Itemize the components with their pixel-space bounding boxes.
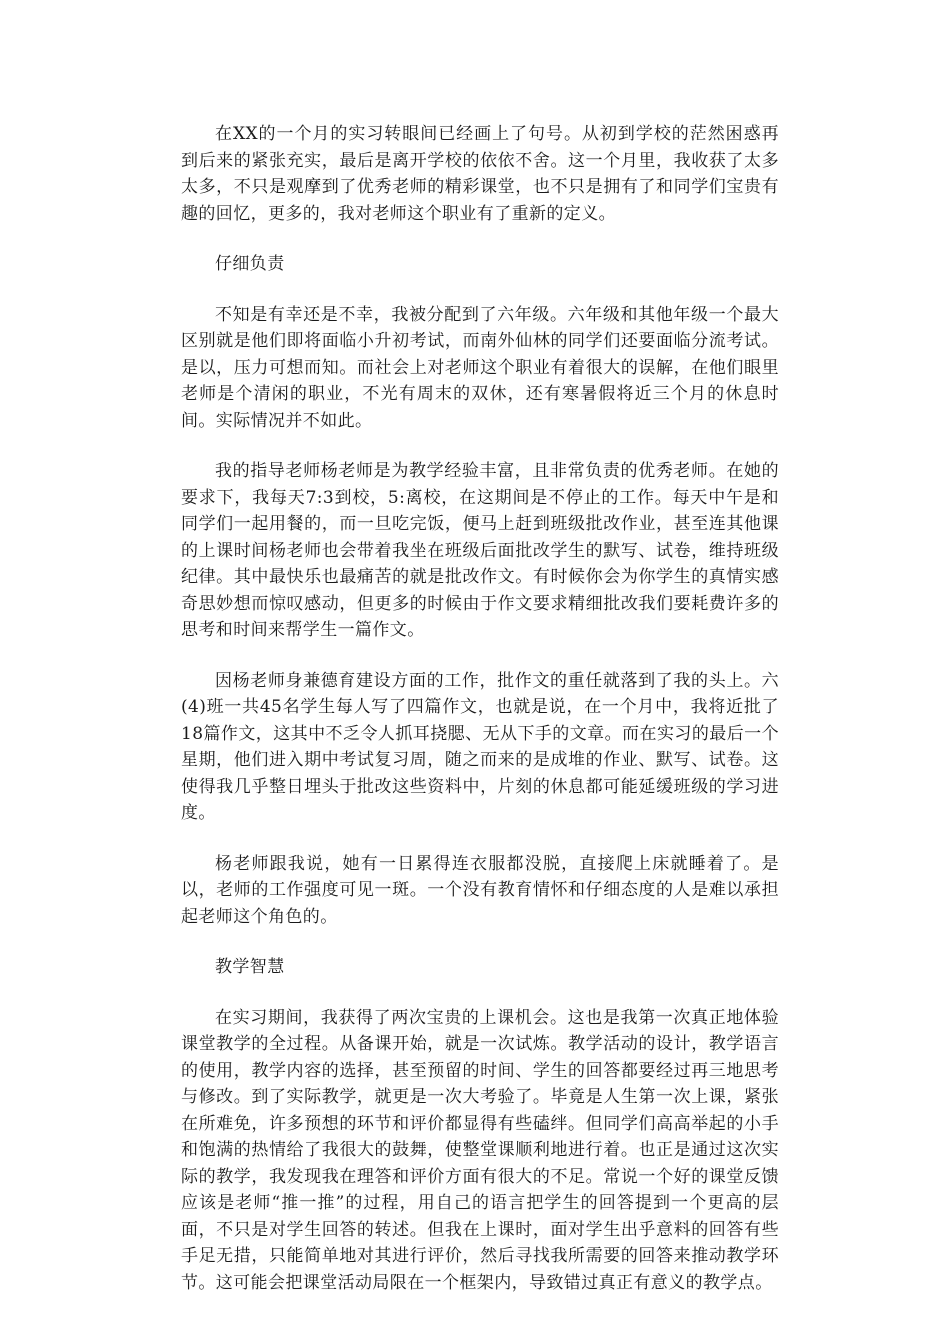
body-paragraph: 不知是有幸还是不幸，我被分配到了六年级。六年级和其他年级一个最大区别就是他们即将面临小升初考试，而南外仙林的同学们还要面临分流考试。是以，压力可想而知。而社会上对老师这个职业有着很大的误解，在他们眼里老师是个清闲的职业，不光有周末的双休，还有寒暑假将近三个月的休息时间。实际情况并不如此。 xyxy=(181,304,779,431)
section-heading-responsibility: 仔细负责 xyxy=(215,254,285,274)
body-paragraph: 我的指导老师杨老师是为教学经验丰富，且非常负责的优秀老师。在她的要求下，我每天7:3到校，5:离校，在这期间是不停止的工作。每天中午是和同学们一起用餐的，而一旦吃完饭，便马上赶到班级批改作业，甚至连其他课的上课时间杨老师也会带着我坐在班级后面批改学生的默写、试卷，维持班级纪律。其中最快乐也最痛苦的就是批改作文。有时候你会为你学生的真情实感奇思妙想而惊叹感动，但更多的时候由于作文要求精细批改我们要耗费许多的思考和时间来帮学生一篇作文。 xyxy=(181,461,779,640)
body-paragraph: 杨老师跟我说，她有一日累得连衣服都没脱，直接爬上床就睡着了。是以，老师的工作强度可见一斑。一个没有教育情怀和仔细态度的人是难以承担起老师这个角色的。 xyxy=(181,853,779,927)
body-paragraph: 因杨老师身兼德育建设方面的工作，批作文的重任就落到了我的头上。六(4)班一共45名学生每人写了四篇作文，也就是说，在一个月中，我将近批了18篇作文，这其中不乏令人抓耳挠腮、无从下手的文章。而在实习的最后一个星期，他们进入期中考试复习周，随之而来的是成堆的作业、默写、试卷。这使得我几乎整日埋头于批改这些资料中，片刻的休息都可能延缓班级的学习进度。 xyxy=(181,670,779,823)
intro-paragraph: 在XX的一个月的实习转眼间已经画上了句号。从初到学校的茫然困惑再到后来的紧张充实，最后是离开学校的依依不舍。这一个月里，我收获了太多太多，不只是观摩到了优秀老师的精彩课堂，也不只是拥有了和同学们宝贵有趣的回忆，更多的，我对老师这个职业有了重新的定义。 xyxy=(181,124,779,224)
section-heading-teaching-wisdom: 教学智慧 xyxy=(215,957,285,977)
document-body xyxy=(181,121,779,1296)
body-paragraph: 在实习期间，我获得了两次宝贵的上课机会。这也是我第一次真正地体验课堂教学的全过程。从备课开始，就是一次试炼。教学活动的设计，教学语言的使用，教学内容的选择，甚至预留的时间、学生的回答都要经过再三地思考与修改。到了实际教学，就更是一次大考验了。毕竟是人生第一次上课，紧张在所难免，许多预想的环节和评价都显得有些磕绊。但同学们高高举起的小手和饱满的热情给了我很大的鼓舞，使整堂课顺利地进行着。也正是通过这次实际的教学，我发现我在理答和评价方面有很大的不足。常说一个好的课堂反馈应该是老师“推一推”的过程，用自己的语言把学生的回答提到一个更高的层面，不只是对学生回答的转述。但我在上课时，面对学生出乎意料的回答有些手足无措，只能简单地对其进行评价，然后寻找我所需要的回答来推动教学环节。这可能会把课堂活动局限在一个框架内，导致错过真正有意义的教学点。 xyxy=(181,1007,779,1293)
